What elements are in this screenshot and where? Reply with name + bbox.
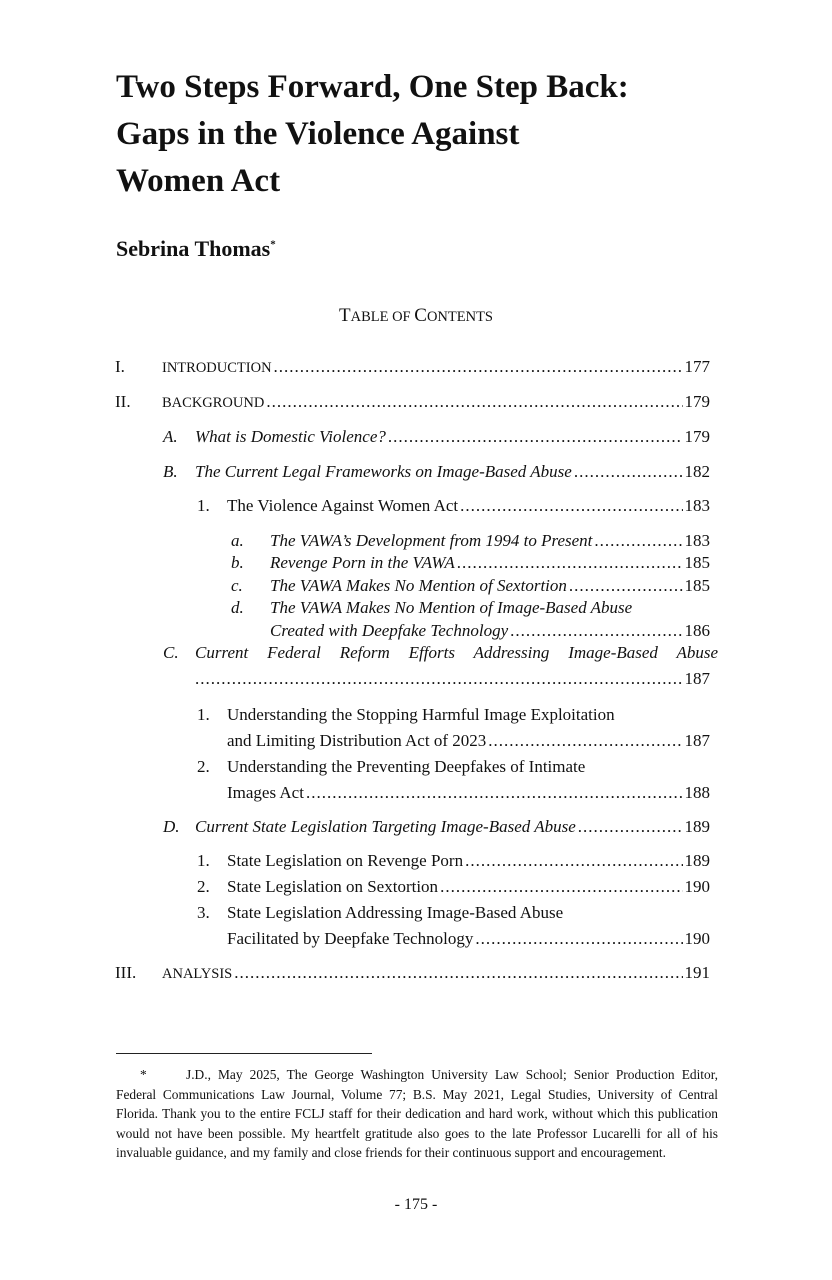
toc-entry-page: 187 [684, 669, 710, 688]
toc-leader [460, 495, 682, 517]
toc-entry-page: 179 [684, 392, 710, 411]
toc-entry-title: Current State Legislation Targeting Image-Based Abuse [195, 817, 576, 836]
toc-entry-number: 1. [197, 705, 210, 724]
title-line: Women Act [116, 163, 281, 199]
toc-entry-number: b. [231, 553, 244, 572]
toc-entry-number: II. [115, 392, 131, 411]
toc-entry-state-sextortion[interactable] [197, 876, 710, 898]
toc-entry-domestic-violence[interactable] [163, 426, 710, 448]
toc-leader [569, 575, 683, 597]
toc-entry-title[interactable]: State Legislation Addressing Image-Based Abuse [227, 903, 564, 922]
toc-entry-number: B. [163, 462, 178, 481]
toc-entry-page: 183 [684, 496, 710, 515]
toc-leader [195, 668, 683, 690]
toc-entry-page: 183 [684, 531, 710, 550]
toc-entry-vawa[interactable] [197, 495, 710, 517]
toc-entry-page: 188 [684, 783, 710, 802]
toc-leader [274, 356, 683, 378]
toc-leader [234, 962, 682, 984]
author-footnote [116, 1065, 718, 1163]
toc-leader [306, 782, 683, 804]
toc-entry-title: The VAWA Makes No Mention of Sextortion [270, 576, 567, 595]
toc-entry-title[interactable]: The VAWA Makes No Mention of Image-Based Abuse [270, 598, 633, 617]
toc-entry-vawa-development[interactable] [231, 530, 710, 552]
toc-entry-page: 190 [684, 929, 710, 948]
toc-heading-part: ABLE OF [350, 309, 415, 325]
toc-entry-page: 190 [684, 877, 710, 896]
toc-entry-page: 191 [684, 963, 710, 982]
toc-leader [457, 552, 683, 574]
toc-entry-number: 2. [197, 877, 210, 896]
toc-entry-number: 1. [197, 496, 210, 515]
toc-entry-page: 185 [684, 553, 710, 572]
toc-entry-analysis[interactable] [115, 962, 710, 984]
toc-entry-page: 182 [684, 462, 710, 481]
toc-entry-introduction[interactable] [115, 356, 710, 378]
toc-heading-initial: C [414, 305, 427, 326]
toc-entry-page: 186 [684, 621, 710, 640]
title-line: Gaps in the Violence Against [116, 116, 520, 152]
toc-entry-number: 3. [197, 903, 210, 922]
toc-entry-title-continued: Created with Deepfake Technology [270, 621, 509, 640]
toc-entry-state-legislation[interactable] [163, 816, 710, 838]
title-line: Two Steps Forward, One Step Back: [116, 69, 629, 105]
toc-entry-title: The Violence Against Women Act [227, 496, 459, 515]
toc-leader [578, 816, 683, 838]
toc-entry-page: 179 [684, 427, 710, 446]
footnote-separator [116, 1053, 372, 1054]
toc-entry-sextortion-vawa[interactable] [231, 575, 710, 597]
toc-heading-initial: T [338, 305, 351, 326]
toc-entry-number: D. [163, 817, 180, 836]
toc-entry-title: State Legislation on Revenge Porn [227, 851, 464, 870]
toc-entry-title: The Current Legal Frameworks on Image-Based Abuse [195, 462, 572, 481]
toc-entry-number: III. [115, 963, 137, 982]
article-title [116, 64, 756, 205]
toc-entry-title: INTRODUCTION [162, 360, 272, 376]
toc-leader [440, 876, 682, 898]
footnote-mark: * [140, 1067, 147, 1082]
author-text: Sebrina Thomas [116, 236, 271, 261]
toc-heading-part: ONTENTS [426, 309, 493, 325]
toc-entry-title: ANALYSIS [162, 966, 233, 982]
author-name [116, 236, 276, 262]
toc-entry-page: 187 [684, 731, 710, 750]
toc-leader [574, 461, 683, 483]
toc-entry-federal-reform[interactable] [195, 668, 710, 690]
toc-entry-number: 1. [197, 851, 210, 870]
toc-entry-page: 189 [684, 817, 710, 836]
toc-entry-background[interactable] [115, 391, 710, 413]
toc-entry-title: The VAWA’s Development from 1994 to Present [270, 531, 593, 550]
toc-entry-title[interactable]: Understanding the Preventing Deepfakes of Intimate [227, 757, 586, 776]
toc-leader [510, 620, 682, 642]
toc-entry-number: c. [231, 576, 243, 595]
toc-entry-title[interactable]: Current Federal Reform Efforts Addressing Image-Based Abuse [195, 643, 718, 662]
toc-entry-number: I. [115, 357, 125, 376]
toc-entry-legal-frameworks[interactable] [163, 461, 710, 483]
toc-entry-number: a. [231, 531, 244, 550]
toc-entry-title-continued: Images Act [227, 783, 304, 802]
toc-entry-page: 177 [684, 357, 710, 376]
toc-heading [0, 305, 832, 327]
toc-entry-deepfake-vawa[interactable] [270, 620, 710, 642]
toc-entry-shield-act[interactable] [227, 730, 710, 752]
toc-leader [266, 391, 682, 413]
toc-entry-title: State Legislation on Sextortion [227, 877, 439, 896]
footnote-text: J.D., May 2025, The George Washington University Law School; Senior Production Editor, Federal Communications Law Journal, Volume 77; B.S. May 2021, Legal Studies, University of Central Florida. Thank you to the entire FCLJ staff for their dedication and hard work, without which this publication would not have been possible. My heartfelt gratitude also goes to the late Professor Lucarelli for all of his invaluable guidance, and my family and close friends for their continuous support and encouragement. [116, 1067, 718, 1160]
toc-entry-page: 185 [684, 576, 710, 595]
toc-entry-title[interactable]: Understanding the Stopping Harmful Image Exploitation [227, 705, 615, 724]
toc-leader [488, 730, 682, 752]
toc-entry-number: 2. [197, 757, 210, 776]
toc-leader [465, 850, 682, 872]
toc-entry-title: What is Domestic Violence? [195, 427, 386, 446]
toc-entry-revenge-porn-vawa[interactable] [231, 552, 710, 574]
toc-entry-number: A. [163, 427, 178, 446]
toc-entry-title: Revenge Porn in the VAWA [270, 553, 455, 572]
toc-entry-number: d. [231, 598, 244, 617]
author-footnote-mark: * [270, 238, 276, 251]
toc-leader [594, 530, 682, 552]
toc-entry-title-continued: Facilitated by Deepfake Technology [227, 929, 474, 948]
toc-entry-page: 189 [684, 851, 710, 870]
toc-leader [388, 426, 683, 448]
toc-entry-state-deepfake[interactable] [227, 928, 710, 950]
toc-entry-state-revenge-porn[interactable] [197, 850, 710, 872]
toc-leader [475, 928, 682, 950]
page-number: - 175 - [394, 1196, 438, 1213]
toc-entry-deepfakes-act[interactable] [227, 782, 710, 804]
toc-entry-title: BACKGROUND [162, 395, 265, 411]
toc-entry-number: C. [163, 643, 179, 662]
toc-entry-title-continued: and Limiting Distribution Act of 2023 [227, 731, 487, 750]
